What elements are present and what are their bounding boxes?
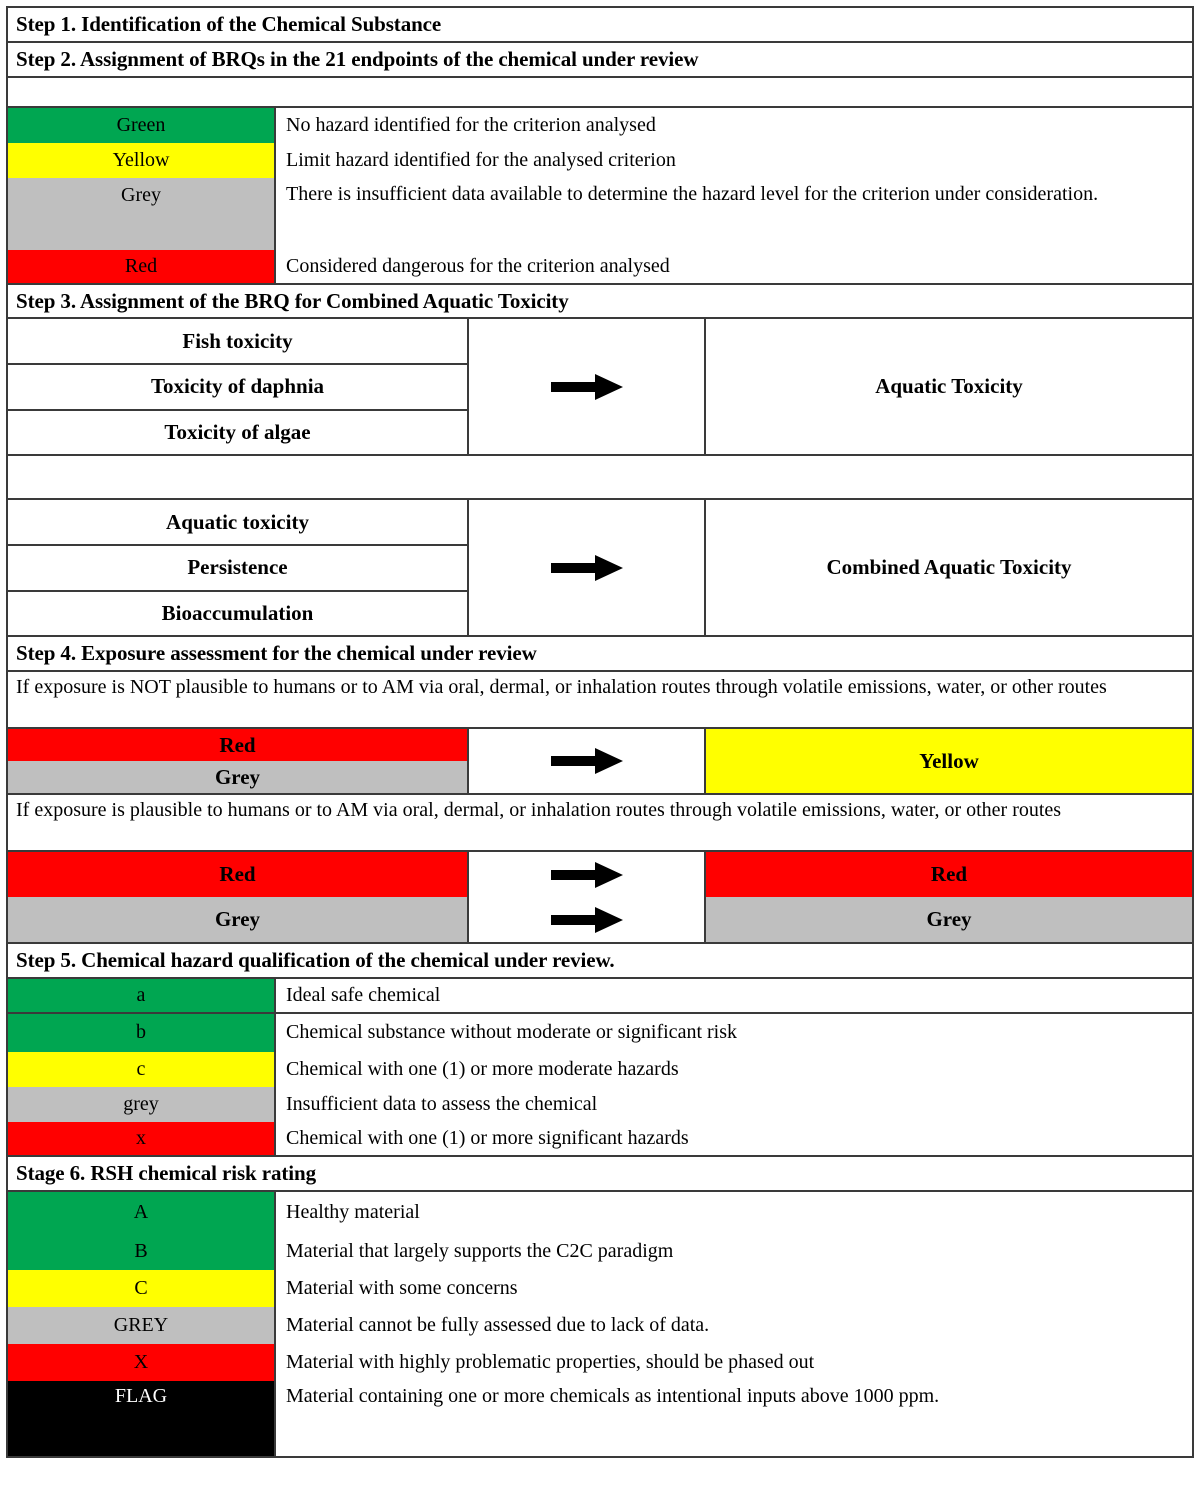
legend-label-grey: Grey (121, 183, 161, 206)
code-label: grey (123, 1092, 159, 1115)
label-grey: Grey (926, 907, 972, 932)
label-red: Red (219, 732, 256, 757)
qualification-code-a (8, 979, 274, 1012)
combined-aquatic-toxicity-flow (8, 500, 1192, 637)
legend-row-yellow (8, 143, 1192, 178)
rating-code-c (8, 1270, 274, 1307)
input-daphnia-toxicity: Toxicity of daphnia (8, 363, 467, 409)
step-4-heading: Step 4. Exposure assessment for the chemical under review (8, 637, 1192, 672)
rating-description-c: Material with some concerns (274, 1270, 1192, 1307)
legend-label-red: Red (124, 255, 158, 278)
exposure-case-1-output-yellow (706, 729, 1192, 793)
right-arrow-icon (551, 861, 623, 889)
combined-aquatic-toxicity-inputs (8, 500, 467, 635)
assessment-table (6, 6, 1194, 1458)
legend-row-grey (8, 178, 1192, 250)
qualification-row-x (8, 1122, 1192, 1157)
legend-swatch-red (8, 250, 274, 283)
exposure-case-2-outputs (706, 852, 1192, 942)
rating-description-grey: Material cannot be fully assessed due to lack of data. (274, 1307, 1192, 1344)
right-arrow-icon (551, 747, 623, 775)
legend-row-green (8, 108, 1192, 143)
exposure-case-2-output-grey (706, 897, 1192, 942)
exposure-case-2-inputs (8, 852, 467, 942)
rating-description-x: Material with highly problematic properties, should be phased out (274, 1344, 1192, 1381)
exposure-case-2-condition: If exposure is plausible to humans or to AM via oral, dermal, or inhalation routes through volatile emissions, water, or other routes (8, 795, 1192, 852)
qualification-row-grey (8, 1087, 1192, 1122)
qualification-row-c (8, 1052, 1192, 1087)
step-6-heading: Stage 6. RSH chemical risk rating (8, 1157, 1192, 1192)
legend-label-yellow: Yellow (112, 149, 170, 172)
exposure-case-1-flow (8, 729, 1192, 795)
code-label: C (134, 1276, 148, 1299)
rating-code-x (8, 1344, 274, 1381)
arrow-cell-grey (469, 897, 704, 942)
input-persistence: Persistence (8, 544, 467, 590)
rating-description-b: Material that largely supports the C2C paradigm (274, 1233, 1192, 1270)
rating-code-a (8, 1192, 274, 1233)
qualification-code-c (8, 1052, 274, 1087)
code-label: A (133, 1200, 149, 1223)
rating-row-c (8, 1270, 1192, 1307)
spacer-row-1 (8, 78, 1192, 108)
qualification-description-b: Chemical substance without moderate or significant risk (274, 1014, 1192, 1052)
output-combined-aquatic-toxicity: Combined Aquatic Toxicity (826, 555, 1072, 580)
legend-swatch-grey (8, 178, 274, 250)
legend-row-red (8, 250, 1192, 285)
rating-row-grey (8, 1307, 1192, 1344)
label-grey: Grey (214, 907, 261, 932)
arrow-cell (469, 729, 704, 793)
rating-code-grey (8, 1307, 274, 1344)
aquatic-toxicity-arrow-cell (467, 319, 706, 454)
code-label: x (136, 1126, 146, 1149)
qualification-description-a: Ideal safe chemical (274, 979, 1192, 1012)
input-aquatic-toxicity: Aquatic toxicity (166, 509, 309, 534)
exposure-case-2-arrow-cells (467, 852, 706, 942)
input-algae-toxicity: Toxicity of algae (8, 409, 467, 455)
step-2-heading: Step 2. Assignment of BRQs in the 21 endpoints of the chemical under review (8, 43, 1192, 78)
legend-description-green: No hazard identified for the criterion analysed (274, 108, 1192, 143)
code-label: c (136, 1057, 146, 1080)
rating-description-a: Healthy material (274, 1192, 1192, 1233)
qualification-row-a (8, 979, 1192, 1014)
legend-swatch-green (8, 108, 274, 143)
right-arrow-icon (551, 373, 623, 401)
exposure-case-1-condition: If exposure is NOT plausible to humans or to AM via oral, dermal, or inhalation routes through volatile emissions, water, or other routes (8, 672, 1192, 729)
code-label: a (136, 983, 146, 1006)
exposure-case-1-outputs (706, 729, 1192, 793)
aquatic-toxicity-inputs (8, 319, 467, 454)
combined-aquatic-toxicity-arrow-cell (467, 500, 706, 635)
exposure-case-1-arrow-cell (467, 729, 706, 793)
right-arrow-icon (551, 906, 623, 934)
label-red: Red (930, 862, 968, 887)
rating-code-flag (8, 1381, 274, 1456)
legend-label-green: Green (116, 114, 166, 137)
exposure-case-1-input-grey (8, 761, 467, 793)
legend-swatch-yellow (8, 143, 274, 178)
qualification-code-b (8, 1014, 274, 1052)
exposure-case-2-input-grey (8, 897, 467, 942)
code-label: X (133, 1350, 149, 1373)
label-yellow: Yellow (919, 748, 979, 773)
qualification-code-x (8, 1122, 274, 1155)
code-label: FLAG (114, 1384, 168, 1407)
legend-description-grey: There is insufficient data available to determine the hazard level for the criterion under consideration. (274, 178, 1192, 250)
legend-description-red: Considered dangerous for the criterion analysed (274, 250, 1192, 283)
rating-row-b (8, 1233, 1192, 1270)
qualification-code-grey (8, 1087, 274, 1122)
rating-row-x (8, 1344, 1192, 1381)
step-3-heading: Step 3. Assignment of the BRQ for Combined Aquatic Toxicity (8, 285, 1192, 320)
arrow-cell-red (469, 852, 704, 897)
code-label: GREY (113, 1313, 169, 1336)
aquatic-toxicity-flow (8, 319, 1192, 456)
exposure-case-2-output-red (706, 852, 1192, 897)
rating-code-b (8, 1233, 274, 1270)
rating-row-a (8, 1192, 1192, 1233)
code-label: b (136, 1021, 146, 1044)
code-label: B (134, 1239, 148, 1262)
step-1-heading: Step 1. Identification of the Chemical Substance (8, 8, 1192, 43)
qualification-description-grey: Insufficient data to assess the chemical (274, 1087, 1192, 1122)
qualification-description-c: Chemical with one (1) or more moderate hazards (274, 1052, 1192, 1087)
qualification-description-x: Chemical with one (1) or more significant hazards (274, 1122, 1192, 1155)
exposure-case-2-input-red (8, 852, 467, 897)
right-arrow-icon (551, 554, 623, 582)
exposure-case-2-flow (8, 852, 1192, 944)
spacer-row-2 (8, 456, 1192, 500)
exposure-case-1-input-red (8, 729, 467, 761)
input-fish-toxicity: Fish toxicity (182, 328, 293, 353)
legend-description-yellow: Limit hazard identified for the analysed criterion (274, 143, 1192, 178)
rating-row-flag (8, 1381, 1192, 1458)
step-5-heading: Step 5. Chemical hazard qualification of the chemical under review. (8, 944, 1192, 979)
label-red: Red (219, 862, 256, 887)
qualification-row-b (8, 1014, 1192, 1052)
output-aquatic-toxicity: Aquatic Toxicity (875, 374, 1023, 399)
input-bioaccumulation: Bioaccumulation (8, 590, 467, 636)
exposure-case-1-inputs (8, 729, 467, 793)
rating-description-flag: Material containing one or more chemicals as intentional inputs above 1000 ppm. (274, 1381, 1192, 1456)
label-grey: Grey (214, 764, 261, 789)
